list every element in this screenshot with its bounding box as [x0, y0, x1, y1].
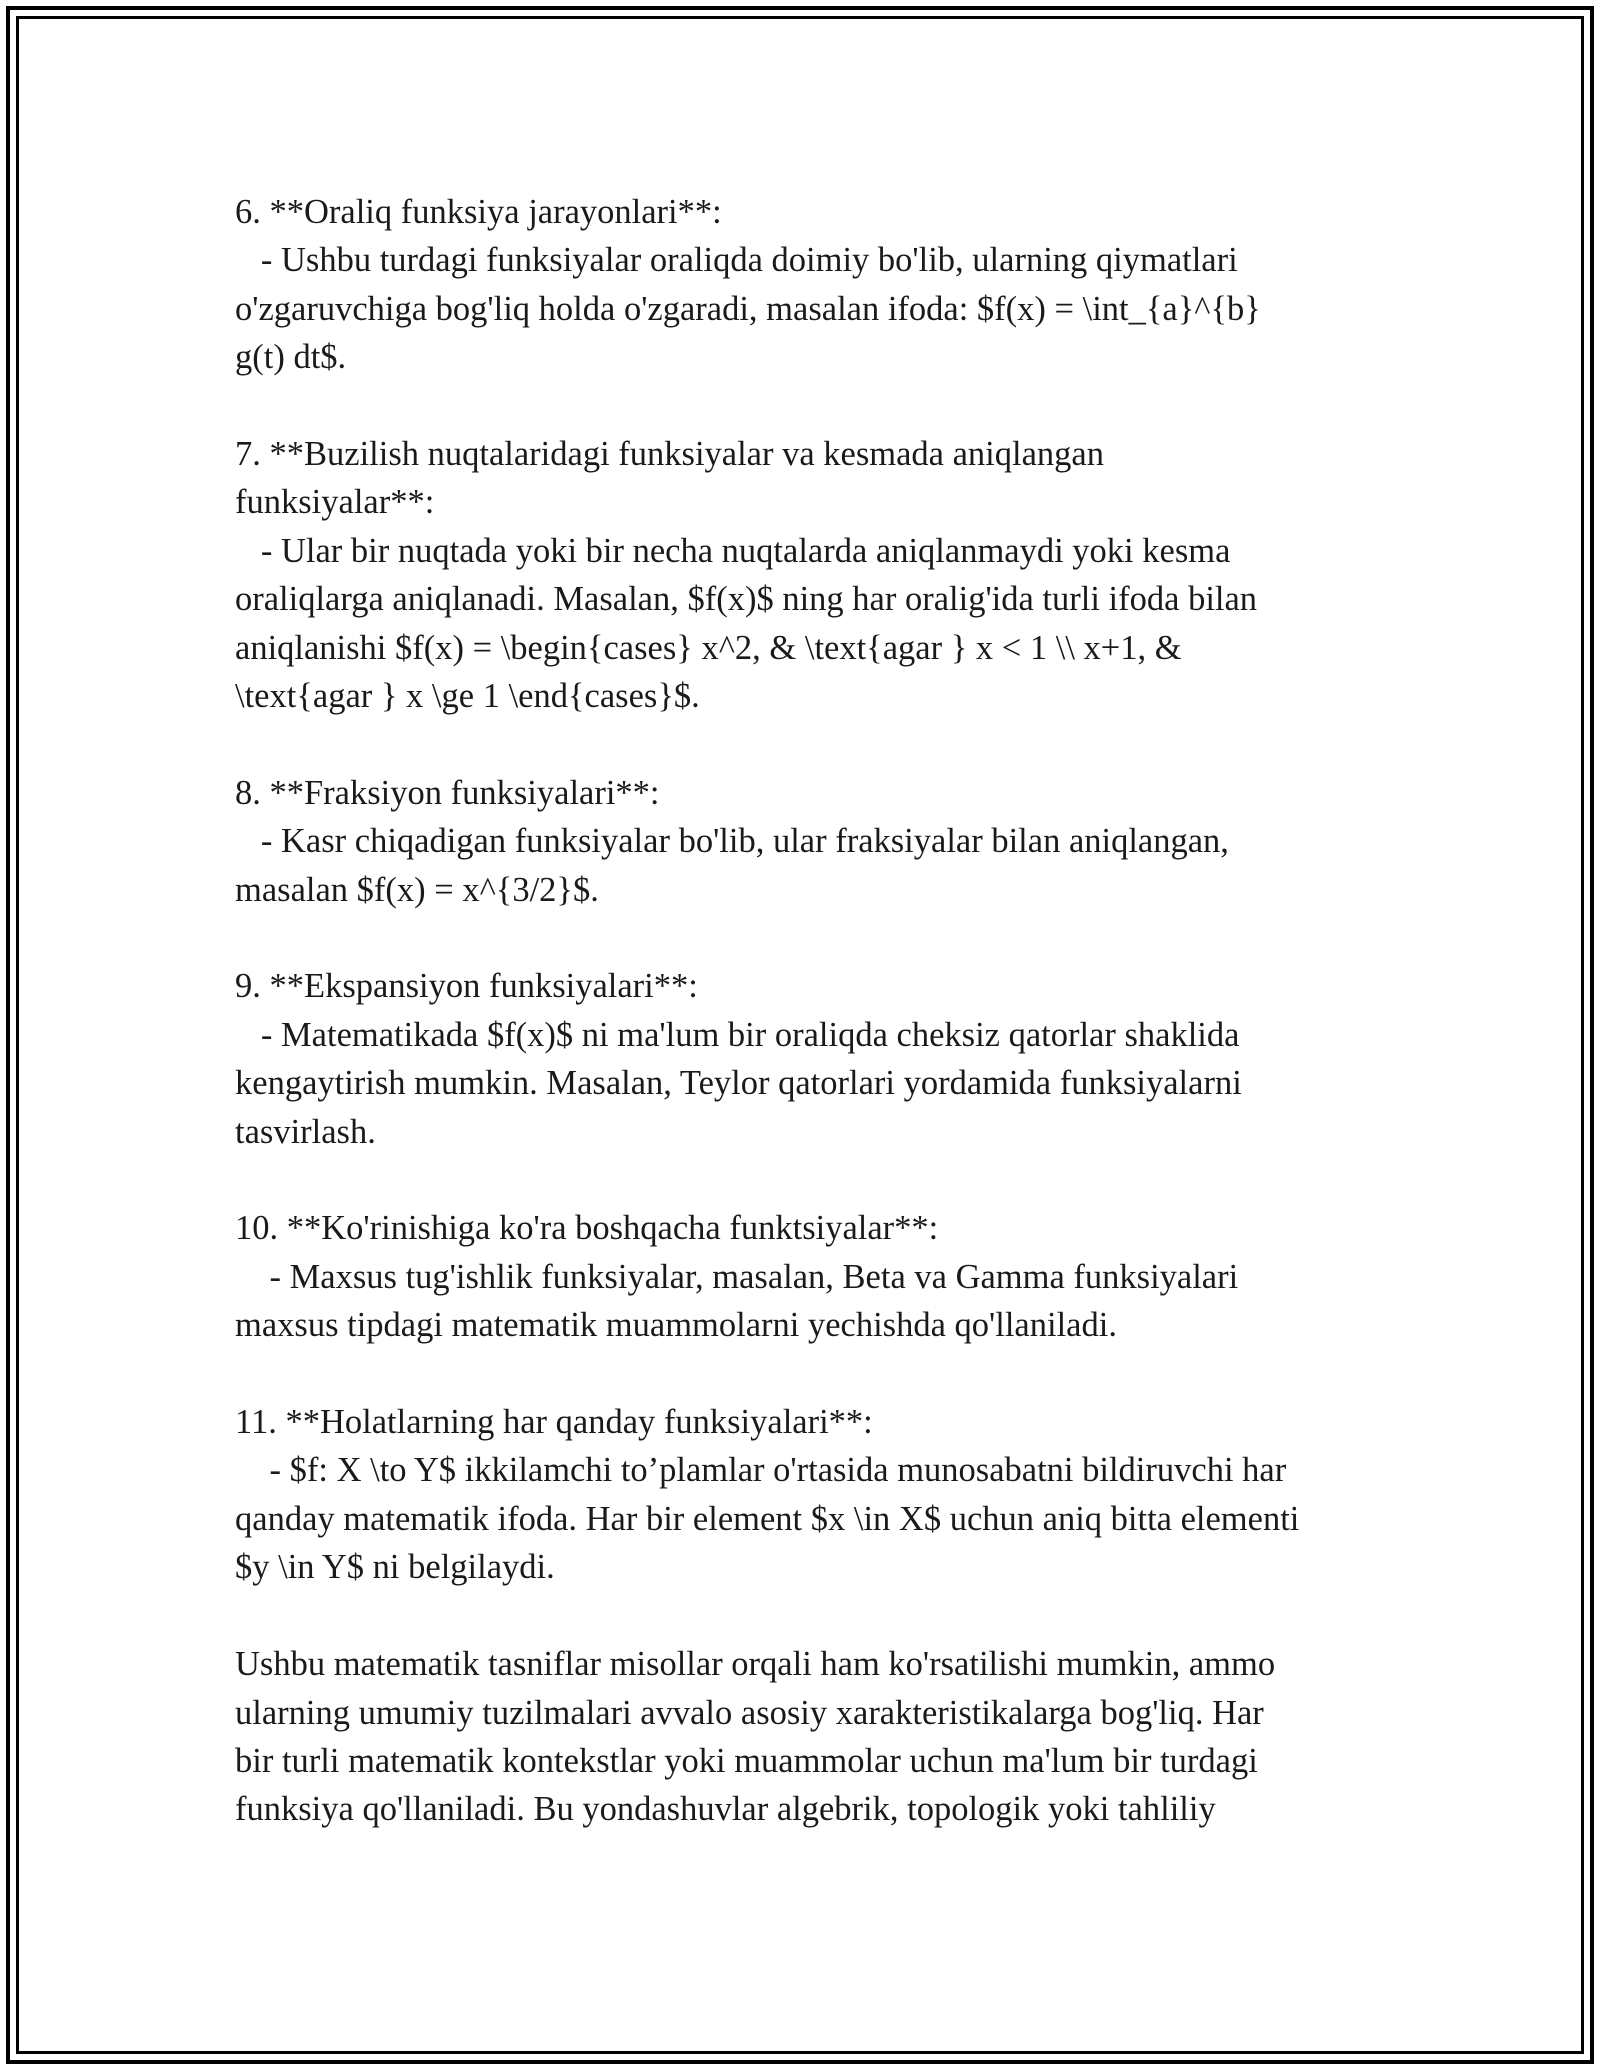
section-10: [235, 1204, 1395, 1349]
section-8-heading: 8. **Fraksiyon funksiyalari**:: [235, 773, 660, 812]
section-10-text-line-1: - Maxsus tug'ishlik funksiyalar, masalan, Beta va Gamma funksiyalari: [235, 1257, 1239, 1296]
section-9-text-line-3: tasvirlash.: [235, 1112, 376, 1151]
section-10-text-line-2: maxsus tipdagi matematik muammolarni yechishda qo'llaniladi.: [235, 1306, 1117, 1345]
section-6: [235, 188, 1395, 382]
section-9-text-line-2: kengaytirish mumkin. Masalan, Teylor qatorlari yordamida funksiyalarni: [235, 1064, 1242, 1103]
section-9: [235, 962, 1395, 1156]
section-6-text-line-3: g(t) dt$.: [235, 338, 347, 377]
section-11-text-line-1: - $f: X \to Y$ ikkilamchi to’plamlar o'rtasida munosabatni bildiruvchi har: [235, 1451, 1287, 1490]
closing-paragraph-line-2: ularning umumiy tuzilmalari avvalo asosiy xarakteristikalarga bog'liq. Har: [235, 1693, 1264, 1732]
section-6-text-line-2: o'zgaruvchiga bog'liq holda o'zgaradi, masalan ifoda: $f(x) = \int_{a}^{b}: [235, 289, 1261, 328]
section-7-text-line-4: \text{agar } x \ge 1 \end{cases}$.: [235, 677, 700, 716]
section-8-text-line-2: masalan $f(x) = x^{3/2}$.: [235, 870, 599, 909]
section-7: [235, 430, 1395, 720]
section-8-text-line-1: - Kasr chiqadigan funksiyalar bo'lib, ular fraksiyalar bilan aniqlangan,: [235, 822, 1229, 861]
closing-paragraph-line-1: Ushbu matematik tasniflar misollar orqali ham ko'rsatilishi mumkin, ammo: [235, 1645, 1276, 1684]
document-body: [235, 188, 1395, 1882]
closing-paragraph: [235, 1640, 1395, 1834]
closing-paragraph-line-3: bir turli matematik kontekstlar yoki muammolar uchun ma'lum bir turdagi: [235, 1741, 1258, 1780]
closing-paragraph-line-4: funksiya qo'llaniladi. Bu yondashuvlar algebrik, topologik yoki tahliliy: [235, 1790, 1216, 1829]
section-7-text-line-1: - Ular bir nuqtada yoki bir necha nuqtalarda aniqlanmaydi yoki kesma: [235, 531, 1231, 570]
section-6-text-line-1: - Ushbu turdagi funksiyalar oraliqda doimiy bo'lib, ularning qiymatlari: [235, 241, 1238, 280]
section-9-heading: 9. **Ekspansiyon funksiyalari**:: [235, 967, 698, 1006]
section-11: [235, 1398, 1395, 1592]
section-11-text-line-2: qanday matematik ifoda. Har bir element $x \in X$ uchun aniq bitta elementi: [235, 1499, 1300, 1538]
section-11-heading: 11. **Holatlarning har qanday funksiyalari**:: [235, 1403, 873, 1442]
section-11-text-line-3: $y \in Y$ ni belgilaydi.: [235, 1548, 555, 1587]
section-7-text-line-2: oraliqlarga aniqlanadi. Masalan, $f(x)$ ning har oralig'ida turli ifoda bilan: [235, 580, 1258, 619]
section-8: [235, 769, 1395, 914]
section-6-heading: 6. **Oraliq funksiya jarayonlari**:: [235, 193, 722, 231]
section-7-text-line-3: aniqlanishi $f(x) = \begin{cases} x^2, & \text{agar } x < 1 \\ x+1, &: [235, 628, 1182, 667]
section-9-text-line-1: - Matematikada $f(x)$ ni ma'lum bir oraliqda cheksiz qatorlar shaklida: [235, 1015, 1240, 1054]
section-7-heading: 7. **Buzilish nuqtalaridagi funksiyalar va kesmada aniqlangan: [235, 435, 1104, 474]
section-7-heading-cont: funksiyalar**:: [235, 483, 435, 522]
section-10-heading: 10. **Ko'rinishiga ko'ra boshqacha funktsiyalar**:: [235, 1209, 939, 1248]
